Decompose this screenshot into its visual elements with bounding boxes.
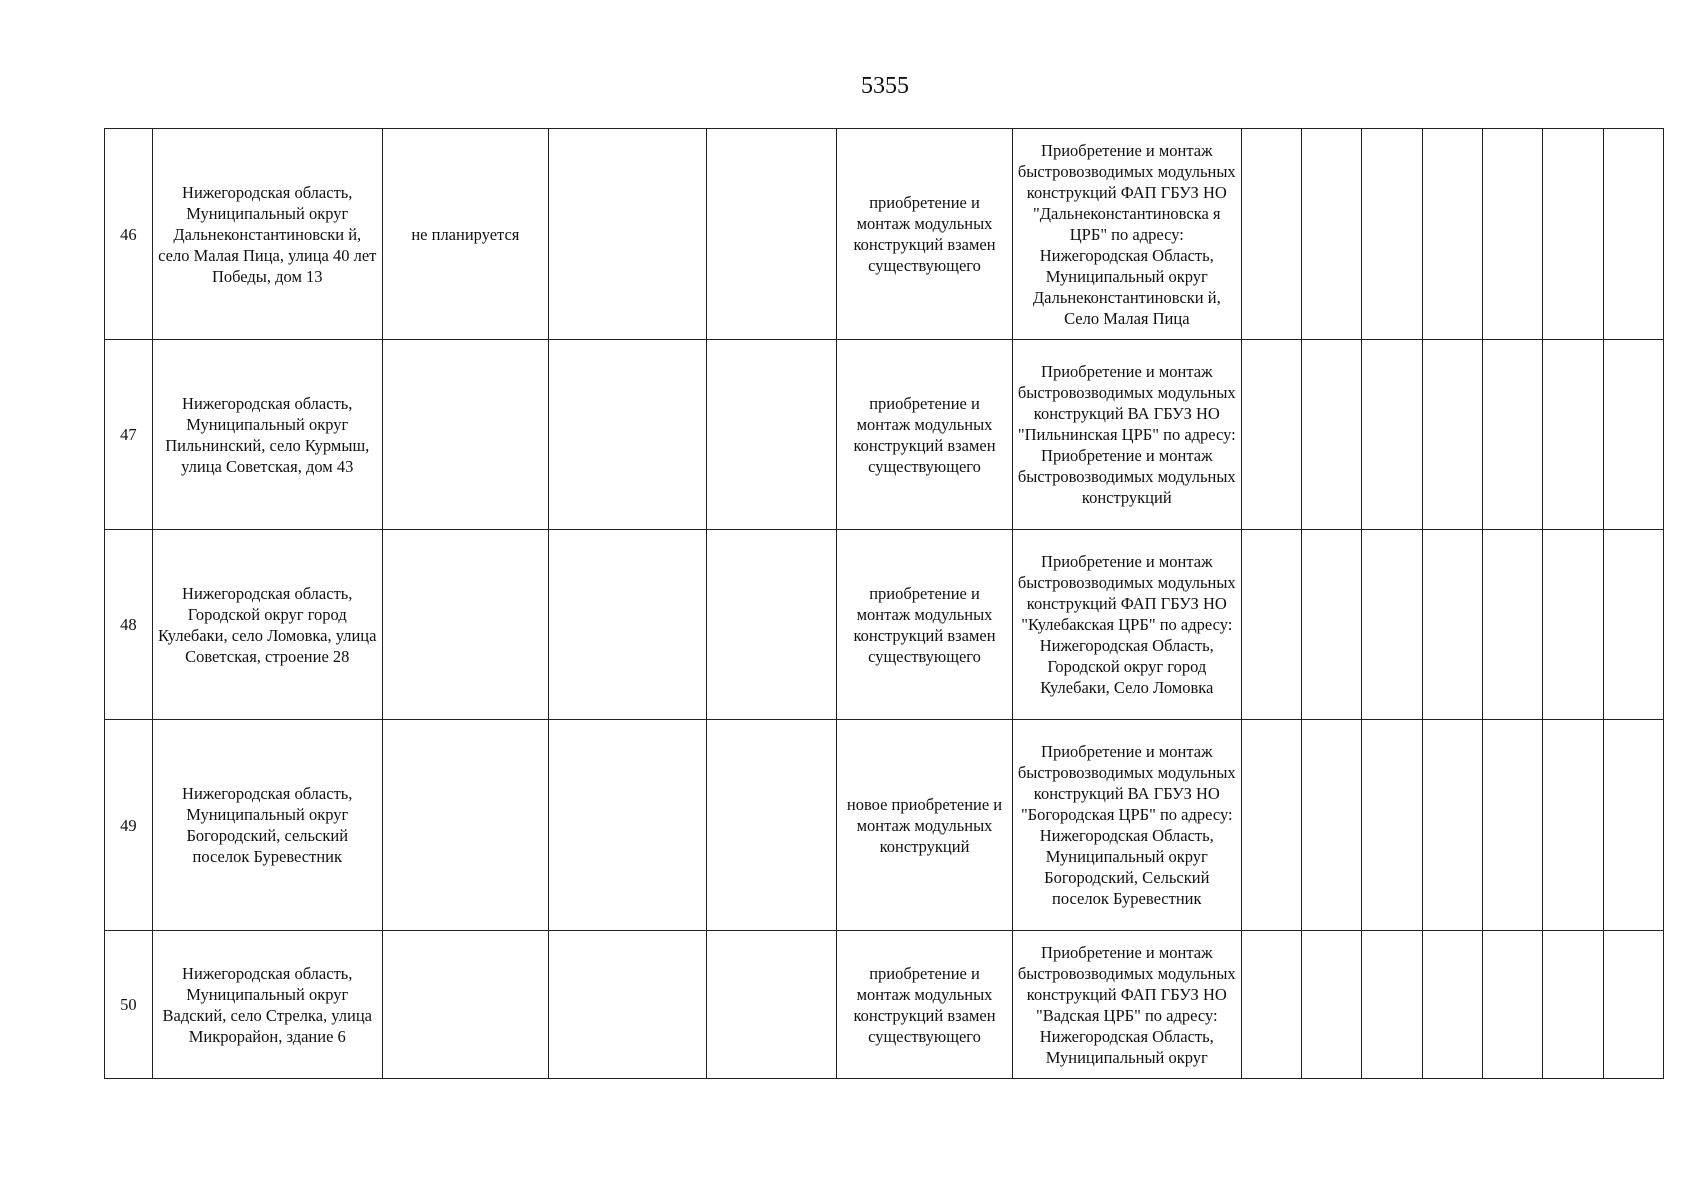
empty-cell — [549, 129, 707, 340]
empty-cell — [1302, 720, 1362, 931]
empty-cell — [1482, 931, 1542, 1079]
empty-cell — [1422, 530, 1482, 720]
empty-cell — [549, 530, 707, 720]
work-type-cell: новое приобретение и монтаж модульных конструкций — [837, 720, 1013, 931]
row-number: 49 — [105, 720, 153, 931]
empty-cell — [1302, 931, 1362, 1079]
empty-cell — [1543, 340, 1603, 530]
empty-cell — [1302, 530, 1362, 720]
empty-cell — [1362, 530, 1422, 720]
empty-cell — [1603, 129, 1663, 340]
row-number: 46 — [105, 129, 153, 340]
row-number: 50 — [105, 931, 153, 1079]
empty-cell — [1362, 129, 1422, 340]
work-type-cell: приобретение и монтаж модульных конструкций взамен существующего — [837, 931, 1013, 1079]
empty-cell — [1543, 720, 1603, 931]
empty-cell — [549, 720, 707, 931]
address-cell: Нижегородская область, Муниципальный округ Вадский, село Стрелка, улица Микрорайон, здание 6 — [152, 931, 382, 1079]
address-cell: Нижегородская область, Городской округ город Кулебаки, село Ломовка, улица Советская, строение 28 — [152, 530, 382, 720]
table-row — [105, 720, 1664, 931]
empty-cell — [1422, 129, 1482, 340]
empty-cell — [1482, 530, 1542, 720]
row-number: 48 — [105, 530, 153, 720]
description-cell: Приобретение и монтаж быстровозводимых модульных конструкций ВА ГБУЗ НО "Богородская ЦРБ" по адресу: Нижегородская Область, Муниципальный округ Богородский, Сельский поселок Буревестник — [1012, 720, 1241, 931]
work-type-cell: приобретение и монтаж модульных конструкций взамен существующего — [837, 530, 1013, 720]
plan-cell — [382, 530, 548, 720]
row-number: 47 — [105, 340, 153, 530]
empty-cell — [1241, 720, 1301, 931]
empty-cell — [707, 129, 837, 340]
empty-cell — [1241, 931, 1301, 1079]
empty-cell — [1482, 720, 1542, 931]
plan-cell — [382, 340, 548, 530]
plan-cell — [382, 931, 548, 1079]
empty-cell — [1543, 931, 1603, 1079]
table-row — [105, 129, 1664, 340]
page-number: 5355 — [861, 73, 909, 99]
empty-cell — [1302, 129, 1362, 340]
empty-cell — [1241, 530, 1301, 720]
table-row — [105, 340, 1664, 530]
empty-cell — [1603, 340, 1663, 530]
description-cell: Приобретение и монтаж быстровозводимых модульных конструкций ФАП ГБУЗ НО "Дальнеконстантиновска я ЦРБ" по адресу: Нижегородская Область, Муниципальный округ Дальнеконстантиновски й, Село Малая Пица — [1012, 129, 1241, 340]
plan-cell — [382, 720, 548, 931]
empty-cell — [549, 931, 707, 1079]
empty-cell — [1362, 340, 1422, 530]
empty-cell — [1422, 340, 1482, 530]
work-type-cell: приобретение и монтаж модульных конструкций взамен существующего — [837, 340, 1013, 530]
address-cell: Нижегородская область, Муниципальный округ Пильнинский, село Курмыш, улица Советская, дом 43 — [152, 340, 382, 530]
empty-cell — [707, 530, 837, 720]
plan-cell: не планируется — [382, 129, 548, 340]
register-table — [104, 128, 1664, 1079]
empty-cell — [1302, 340, 1362, 530]
address-cell: Нижегородская область, Муниципальный округ Богородский, сельский поселок Буревестник — [152, 720, 382, 931]
empty-cell — [549, 340, 707, 530]
empty-cell — [1422, 720, 1482, 931]
empty-cell — [707, 340, 837, 530]
work-type-cell: приобретение и монтаж модульных конструкций взамен существующего — [837, 129, 1013, 340]
empty-cell — [1603, 931, 1663, 1079]
table-row — [105, 530, 1664, 720]
empty-cell — [707, 931, 837, 1079]
empty-cell — [1241, 340, 1301, 530]
empty-cell — [1603, 720, 1663, 931]
description-cell: Приобретение и монтаж быстровозводимых модульных конструкций ФАП ГБУЗ НО "Кулебакская ЦРБ" по адресу: Нижегородская Область, Городской округ город Кулебаки, Село Ломовка — [1012, 530, 1241, 720]
description-cell: Приобретение и монтаж быстровозводимых модульных конструкций ФАП ГБУЗ НО "Вадская ЦРБ" по адресу: Нижегородская Область, Муниципальный округ — [1012, 931, 1241, 1079]
empty-cell — [707, 720, 837, 931]
empty-cell — [1241, 129, 1301, 340]
empty-cell — [1362, 931, 1422, 1079]
empty-cell — [1543, 129, 1603, 340]
address-cell: Нижегородская область, Муниципальный округ Дальнеконстантиновски й, село Малая Пица, улица 40 лет Победы, дом 13 — [152, 129, 382, 340]
empty-cell — [1543, 530, 1603, 720]
empty-cell — [1422, 931, 1482, 1079]
empty-cell — [1362, 720, 1422, 931]
table-row — [105, 931, 1664, 1079]
empty-cell — [1482, 129, 1542, 340]
description-cell: Приобретение и монтаж быстровозводимых модульных конструкций ВА ГБУЗ НО "Пильнинская ЦРБ" по адресу: Приобретение и монтаж быстровозводимых модульных конструкций — [1012, 340, 1241, 530]
empty-cell — [1603, 530, 1663, 720]
empty-cell — [1482, 340, 1542, 530]
